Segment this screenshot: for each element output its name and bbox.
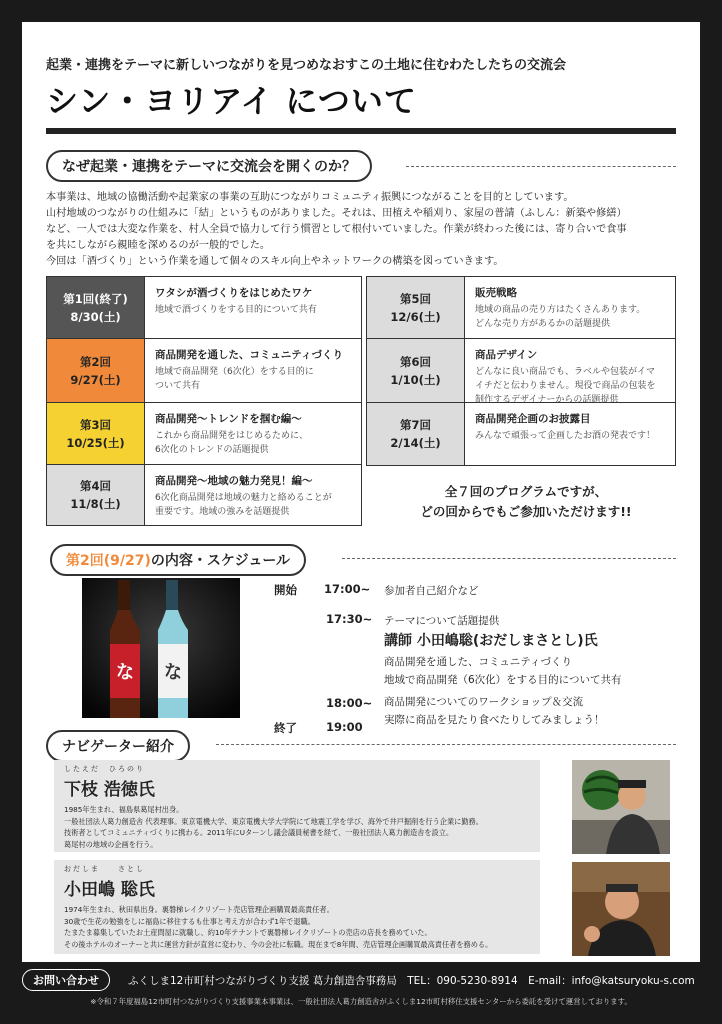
bio-line: 1985年生まれ、福島県葛尾村出身。 bbox=[64, 805, 184, 814]
sake-bottles-photo bbox=[82, 578, 240, 718]
page-title: シン・ヨリアイ について bbox=[46, 82, 417, 120]
bio-line: その後ホテルのオーナーと共に運営方針が直営に変わり、今の会社に転職。現在まで8年間、売店管理企画購買最高責任者を務める。 bbox=[64, 939, 493, 949]
activity-intro: 参加者自己紹介など bbox=[384, 585, 479, 597]
navigator-bio bbox=[64, 904, 530, 950]
session-title: 商品開発企画のお披露目 bbox=[475, 413, 591, 425]
bio-line: 30歳で生花の勉強をしに福島に移住するも仕事と考え方が合わず1年で退職。 bbox=[64, 916, 315, 926]
intro-line: 山村地域のつながりの仕組みに「結」というものがありました。それは、田植えや稲刈り、家屋の普請（ふしん：新築や修繕） bbox=[46, 208, 627, 219]
session-description bbox=[145, 339, 361, 402]
session-round: 第6回 bbox=[399, 354, 431, 369]
session-description bbox=[145, 403, 361, 464]
session-detail: 制作するデザイナーからの話題提供 bbox=[475, 395, 619, 405]
bio-line: 一般社団法人葛力創造舎 代表理事。東京電機大学、東京電機大学大学院にて地震工学を学び、海外で井戸掘削を行う企業に勤務。 bbox=[64, 816, 483, 826]
navigator-name: 下枝 浩徳氏 bbox=[64, 780, 155, 800]
program-row bbox=[367, 339, 675, 403]
session-detail: どんなに良い商品でも、ラベルや包装がイマ bbox=[475, 367, 656, 377]
bio-line: 1974年生まれ、秋田県出身。裏磐梯レイクリゾート売店管理企画購買最高責任者。 bbox=[64, 905, 334, 914]
intro-line: を共にしながら親睦を深めるのが一般的でした。 bbox=[46, 240, 271, 251]
schedule-heading-rest: の内容・スケジュール bbox=[150, 553, 291, 569]
program-row bbox=[47, 277, 361, 339]
program-row bbox=[367, 277, 675, 339]
subtitle: 起業・連携をテーマに新しいつながりを見つめなおすこの土地に住むわたしたちの交流会 bbox=[46, 58, 567, 73]
program-row bbox=[47, 403, 361, 465]
time-1700: 17:00~ bbox=[324, 582, 371, 596]
navigator-card bbox=[54, 860, 540, 954]
svg-text:な: な bbox=[164, 662, 182, 683]
program-table-left bbox=[46, 276, 362, 526]
workshop-line: 実際に商品を見たり食べたりしてみましょう！ bbox=[384, 714, 605, 726]
navigator-card bbox=[54, 760, 540, 852]
workshop-line: 商品開発についてのワークショップ＆交流 bbox=[384, 696, 584, 708]
session-date: 1/10(土) bbox=[390, 372, 441, 387]
session-date-cell bbox=[367, 403, 465, 465]
lecture-line: 地域で商品開発（6次化）をする目的について共有 bbox=[384, 674, 622, 686]
session-detail: 6次化商品開発は地域の魅力と絡めることが bbox=[155, 493, 332, 503]
session-detail: どんな売り方があるかの話題提供 bbox=[475, 319, 611, 329]
session-round: 第1回(終了) bbox=[63, 291, 128, 306]
session-detail: 地域の商品の売り方はたくさんあります。 bbox=[475, 305, 646, 315]
schedule-heading-highlight: 第2回(9/27) bbox=[66, 553, 151, 569]
session-description bbox=[465, 277, 675, 338]
navigator-bio bbox=[64, 804, 530, 850]
bio-line: たまたま募集していたお土産問屋に就職し、約10年テナントで裏磐梯レイクリゾートの売店の店長を務めていた。 bbox=[64, 928, 432, 937]
title-rule bbox=[46, 128, 676, 134]
session-date: 8/30(土) bbox=[70, 309, 121, 324]
navigator-photo bbox=[572, 862, 670, 956]
bio-line: 技術者としてコミュニティづくりに携わる。2011年にUターンし議会議員秘書を経て、一般社団法人葛力創造舎を設立。 bbox=[64, 828, 454, 837]
session-date-cell bbox=[367, 277, 465, 338]
program-row bbox=[367, 403, 675, 465]
session-title: 商品開発～トレンドを掴む編～ bbox=[155, 413, 302, 425]
session-title: 商品デザイン bbox=[475, 349, 538, 361]
session-title: ワタシが酒づくりをはじめたワケ bbox=[155, 287, 313, 299]
session-detail: 6次化のトレンドの話題提供 bbox=[155, 445, 269, 455]
session-title: 商品開発～地域の魅力発見！編～ bbox=[155, 475, 313, 487]
name-reading: したえだ ひろのり bbox=[64, 765, 145, 773]
session-detail: 地域で商品開発（6次化）をする目的に bbox=[155, 367, 314, 377]
why-heading: なぜ起業・連携をテーマに交流会を開くのか？ bbox=[46, 150, 372, 182]
session-title: 販売戦略 bbox=[475, 287, 517, 299]
session-round: 第2回 bbox=[79, 354, 111, 369]
intro-line: 今回は「酒づくり」という作業を通して個々のスキル向上やネットワークの構築を図っていきます。 bbox=[46, 256, 504, 267]
session-detail: 地域で酒づくりをする目的について共有 bbox=[155, 305, 317, 315]
schedule-heading bbox=[50, 544, 306, 576]
activity-topic: テーマについて話題提供 bbox=[384, 615, 500, 627]
intro-line: 本事業は、地域の協働活動や起業家の事業の互助につながりコミュニティ振興につながることを目的としています。 bbox=[46, 192, 574, 203]
end-label: 終了 bbox=[274, 721, 297, 735]
session-date-cell bbox=[47, 339, 145, 402]
divider bbox=[406, 166, 676, 167]
session-date-cell bbox=[47, 465, 145, 525]
session-description bbox=[145, 277, 361, 338]
intro-line: など、一人では大変な作業を、村人全員で協力して行う慣習として根付いていました。作業が終わった後には、寄り合いで食事 bbox=[46, 224, 627, 235]
start-label: 開始 bbox=[274, 583, 297, 597]
session-date: 12/6(土) bbox=[390, 309, 441, 324]
session-description bbox=[465, 403, 675, 465]
session-date: 11/8(土) bbox=[70, 497, 121, 511]
program-table-right bbox=[366, 276, 676, 466]
name-reading: おだしま さとし bbox=[64, 865, 145, 873]
session-detail: ついて共有 bbox=[155, 381, 201, 391]
contact-info: ふくしま12市町村つながりづくり支援 葛力創造舎事務局 TEL：090-5230-8914 E-mail：info@katsuryoku-s.com bbox=[128, 975, 695, 987]
session-description bbox=[145, 465, 361, 525]
session-round: 第3回 bbox=[79, 417, 111, 432]
navigator-heading: ナビゲーター紹介 bbox=[46, 730, 190, 762]
session-date-cell bbox=[47, 277, 145, 338]
summary-line: 全７回のプログラムですが、 bbox=[444, 484, 608, 499]
session-date-cell bbox=[367, 339, 465, 402]
flyer-sheet bbox=[22, 22, 700, 962]
session-title: 商品開発を通した、コミュニティづくり bbox=[155, 349, 343, 361]
session-date: 2/14(土) bbox=[390, 436, 441, 450]
bio-line: 葛尾村の地域の企画を行う。 bbox=[64, 839, 158, 849]
session-detail: 重要です。地域の強みを話題提供 bbox=[155, 507, 290, 517]
intro-text bbox=[46, 190, 686, 270]
session-round: 第7回 bbox=[399, 418, 431, 432]
session-date-cell bbox=[47, 403, 145, 464]
navigator-name: 小田嶋 聡氏 bbox=[64, 880, 155, 900]
program-row bbox=[47, 339, 361, 403]
divider bbox=[216, 744, 676, 745]
session-date: 9/27(土) bbox=[70, 372, 121, 387]
footer bbox=[0, 966, 722, 994]
session-detail: これから商品開発をはじめるために、 bbox=[155, 431, 309, 441]
divider bbox=[342, 558, 676, 559]
footnote: ※令和７年度福島12市町村つながりづくり支援事業本事業は、一般社団法人葛力創造舎がふくしま12市町村移住支援センターから委託を受けて運営しております。 bbox=[90, 997, 632, 1006]
session-date: 10/25(土) bbox=[66, 435, 125, 450]
session-round: 第5回 bbox=[399, 291, 431, 306]
program-summary bbox=[376, 482, 676, 522]
summary-line: どの回からでもご参加いただけます!! bbox=[420, 504, 632, 519]
session-detail: みんなで頑張って企画したお酒の発表です！ bbox=[475, 431, 656, 441]
svg-text:な: な bbox=[116, 662, 134, 683]
program-row bbox=[47, 465, 361, 525]
lecture-line: 商品開発を通した、コミュニティづくり bbox=[384, 656, 572, 668]
session-round: 第4回 bbox=[79, 479, 111, 493]
time-1730: 17:30~ bbox=[326, 612, 373, 626]
session-detail: イチだと伝わりません。現役で商品の包装を bbox=[475, 381, 656, 391]
session-description bbox=[465, 339, 675, 405]
time-1800: 18:00~ bbox=[326, 696, 373, 710]
time-1900: 19:00 bbox=[326, 720, 363, 734]
contact-label: お問い合わせ bbox=[22, 969, 110, 991]
navigator-photo bbox=[572, 760, 670, 854]
lecturer-name: 講師 小田嶋聡(おだしまさとし)氏 bbox=[384, 633, 598, 649]
